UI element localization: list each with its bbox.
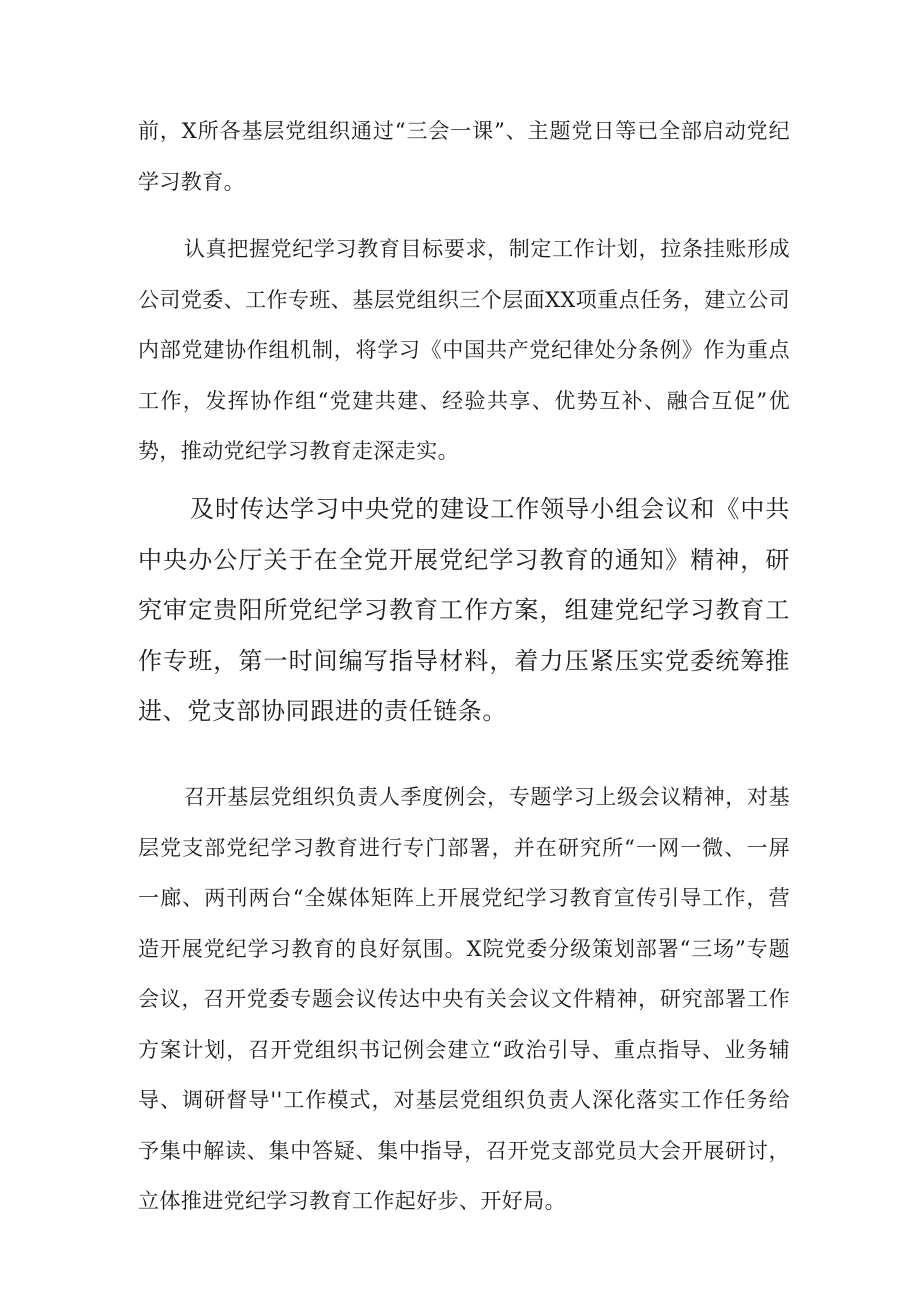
paragraph-2: 认真把握党纪学习教育目标要求，制定工作计划，拉条挂账形成公司党委、工作专班、基层党组织三个层面XX项重点任务，建立公司内部党建协作组机制，将学习《中国共产党纪律处分条例》作为重点工作，发挥协作组“党建共建、经验共享、优势互补、融合互促”优势，推动党纪学习教育走深走实。 (138, 237, 790, 463)
paragraph-1: 前，X所各基层党组织通过“三会一课”、主题党日等已全部启动党纪学习教育。 (138, 119, 790, 194)
paragraph-3: 及时传达学习中央党的建设工作领导小组会议和《中共中央办公厅关于在全党开展党纪学习教育的通知》精神，研究审定贵阳所党纪学习教育工作方案，组建党纪学习教育工作专班，第一时间编写指导材料，着力压紧压实党委统筹推进、党支部协同跟进的责任链条。 (138, 495, 790, 725)
paragraph-4: 召开基层党组织负责人季度例会，专题学习上级会议精神，对基层党支部党纪学习教育进行专门部署，并在研究所“一网一微、一屏一廊、两刊两台“全媒体矩阵上开展党纪学习教育宣传引导工作，营造开展党纪学习教育的良好氛围。X院党委分级策划部署“三场”专题会议，召开党委专题会议传达中央有关会议文件精神，研究部署工作方案计划，召开党组织书记例会建立“政治引导、重点指导、业务辅导、调研督导''工作模式，对基层党组织负责人深化落实工作任务给予集中解读、集中答疑、集中指导，召开党支部党员大会开展研讨，立体推进党纪学习教育工作起好步、开好局。 (138, 785, 790, 1213)
